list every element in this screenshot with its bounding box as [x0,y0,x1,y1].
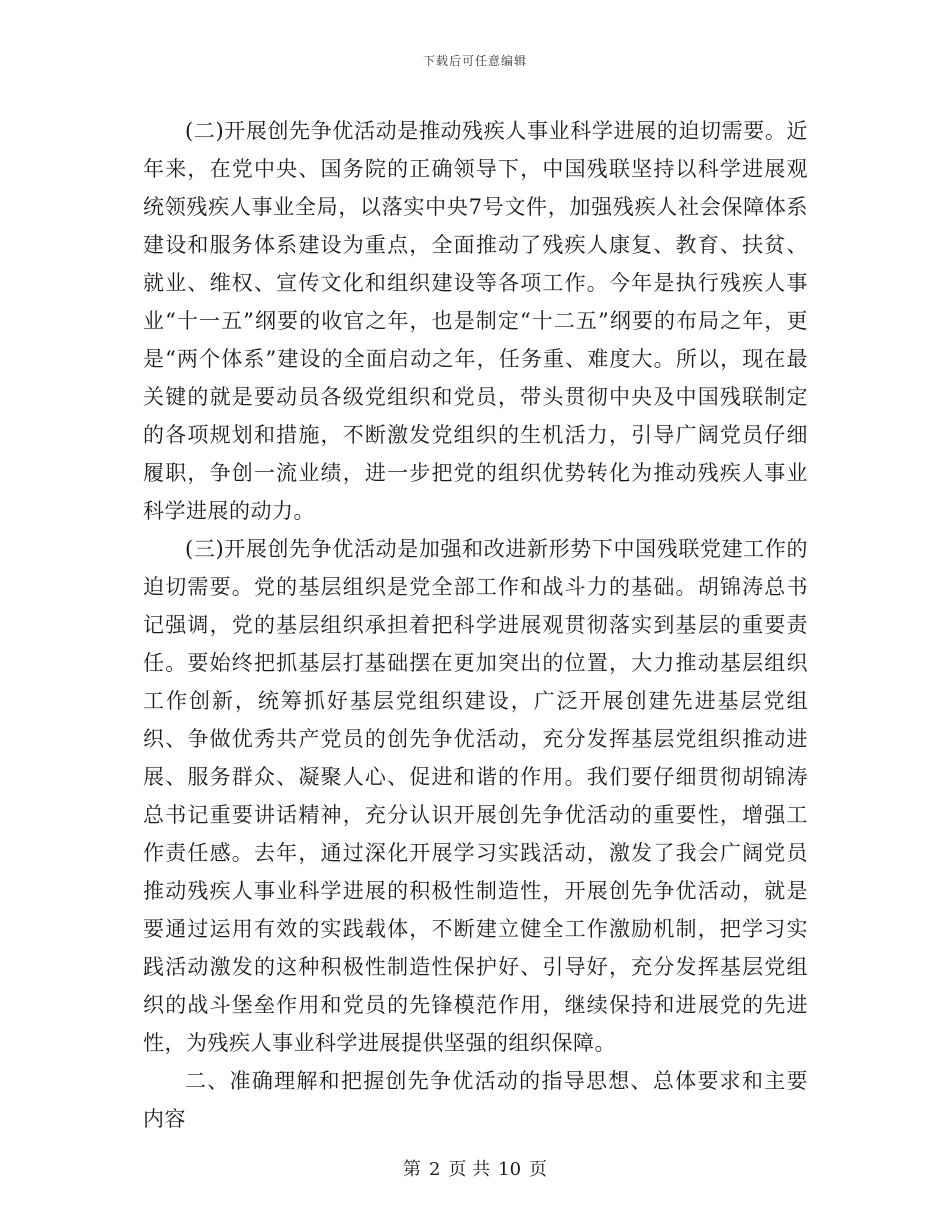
paragraph-party-building-need-3: (三)开展创先争优活动是加强和改进新形势下中国残联党建工作的迫切需要。党的基层组织是党全部工作和战斗力的基础。胡锦涛总书记强调，党的基层组织承担着把科学进展观贯彻落实到基层的重要责任。要始终把抓基层打基础摆在更加突出的位置，大力推动基层组织工作创新，统筹抓好基层党组织建设，广泛开展创建先进基层党组织、争做优秀共产党员的创先争优活动，充分发挥基层党组织推动进展、服务群众、凝聚人心、促进和谐的作用。我们要仔细贯彻胡锦涛总书记重要讲话精神，充分认识开展创先争优活动的重要性，增强工作责任感。去年，通过深化开展学习实践活动，激发了我会广阔党员推动残疾人事业科学进展的积极性制造性，开展创先争优活动，就是要通过运用有效的实践载体，不断建立健全工作激励机制，把学习实践活动激发的这种积极性制造性保护好、引导好，充分发挥基层党组织的战斗堡垒作用和党员的先锋模范作用，继续保持和进展党的先进性，为残疾人事业科学进展提供坚强的组织保障。 [143,537,808,1055]
page-header: 下载后可任意编辑 [422,54,527,68]
page-footer [0,1155,950,1181]
footer-suffix: 页 [529,1159,548,1180]
total-pages-number: 10 [498,1159,522,1180]
footer-middle: 页 共 [448,1159,491,1180]
paragraph-party-building-need-2: (二)开展创先争优活动是推动残疾人事业科学进展的迫切需要。近年来，在党中央、国务院的正确领导下，中国残联坚持以科学进展观统领残疾人事业全局，以落实中央7号文件，加强残疾人社会保障体系建设和服务体系建设为重点，全面推动了残疾人康复、教育、扶贫、就业、维权、宣传文化和组织建设等各项工作。今年是执行残疾人事业“十一五”纲要的收官之年，也是制定“十二五”纲要的布局之年，更是“两个体系”建设的全面启动之年，任务重、难度大。所以，现在最关键的就是要动员各级党组织和党员，带头贯彻中央及中国残联制定的各项规划和措施，不断激发党组织的生机活力，引导广阔党员仔细履职，争创一流业绩，进一步把党的组织优势转化为推动残疾人事业科学进展的动力。 [143,119,808,523]
section-heading-guiding-ideology: 二、准确理解和把握创先争优活动的指导思想、总体要求和主要内容 [143,1069,808,1131]
document-body [143,112,808,1138]
footer-prefix: 第 [402,1159,421,1180]
current-page-number: 2 [428,1159,441,1180]
